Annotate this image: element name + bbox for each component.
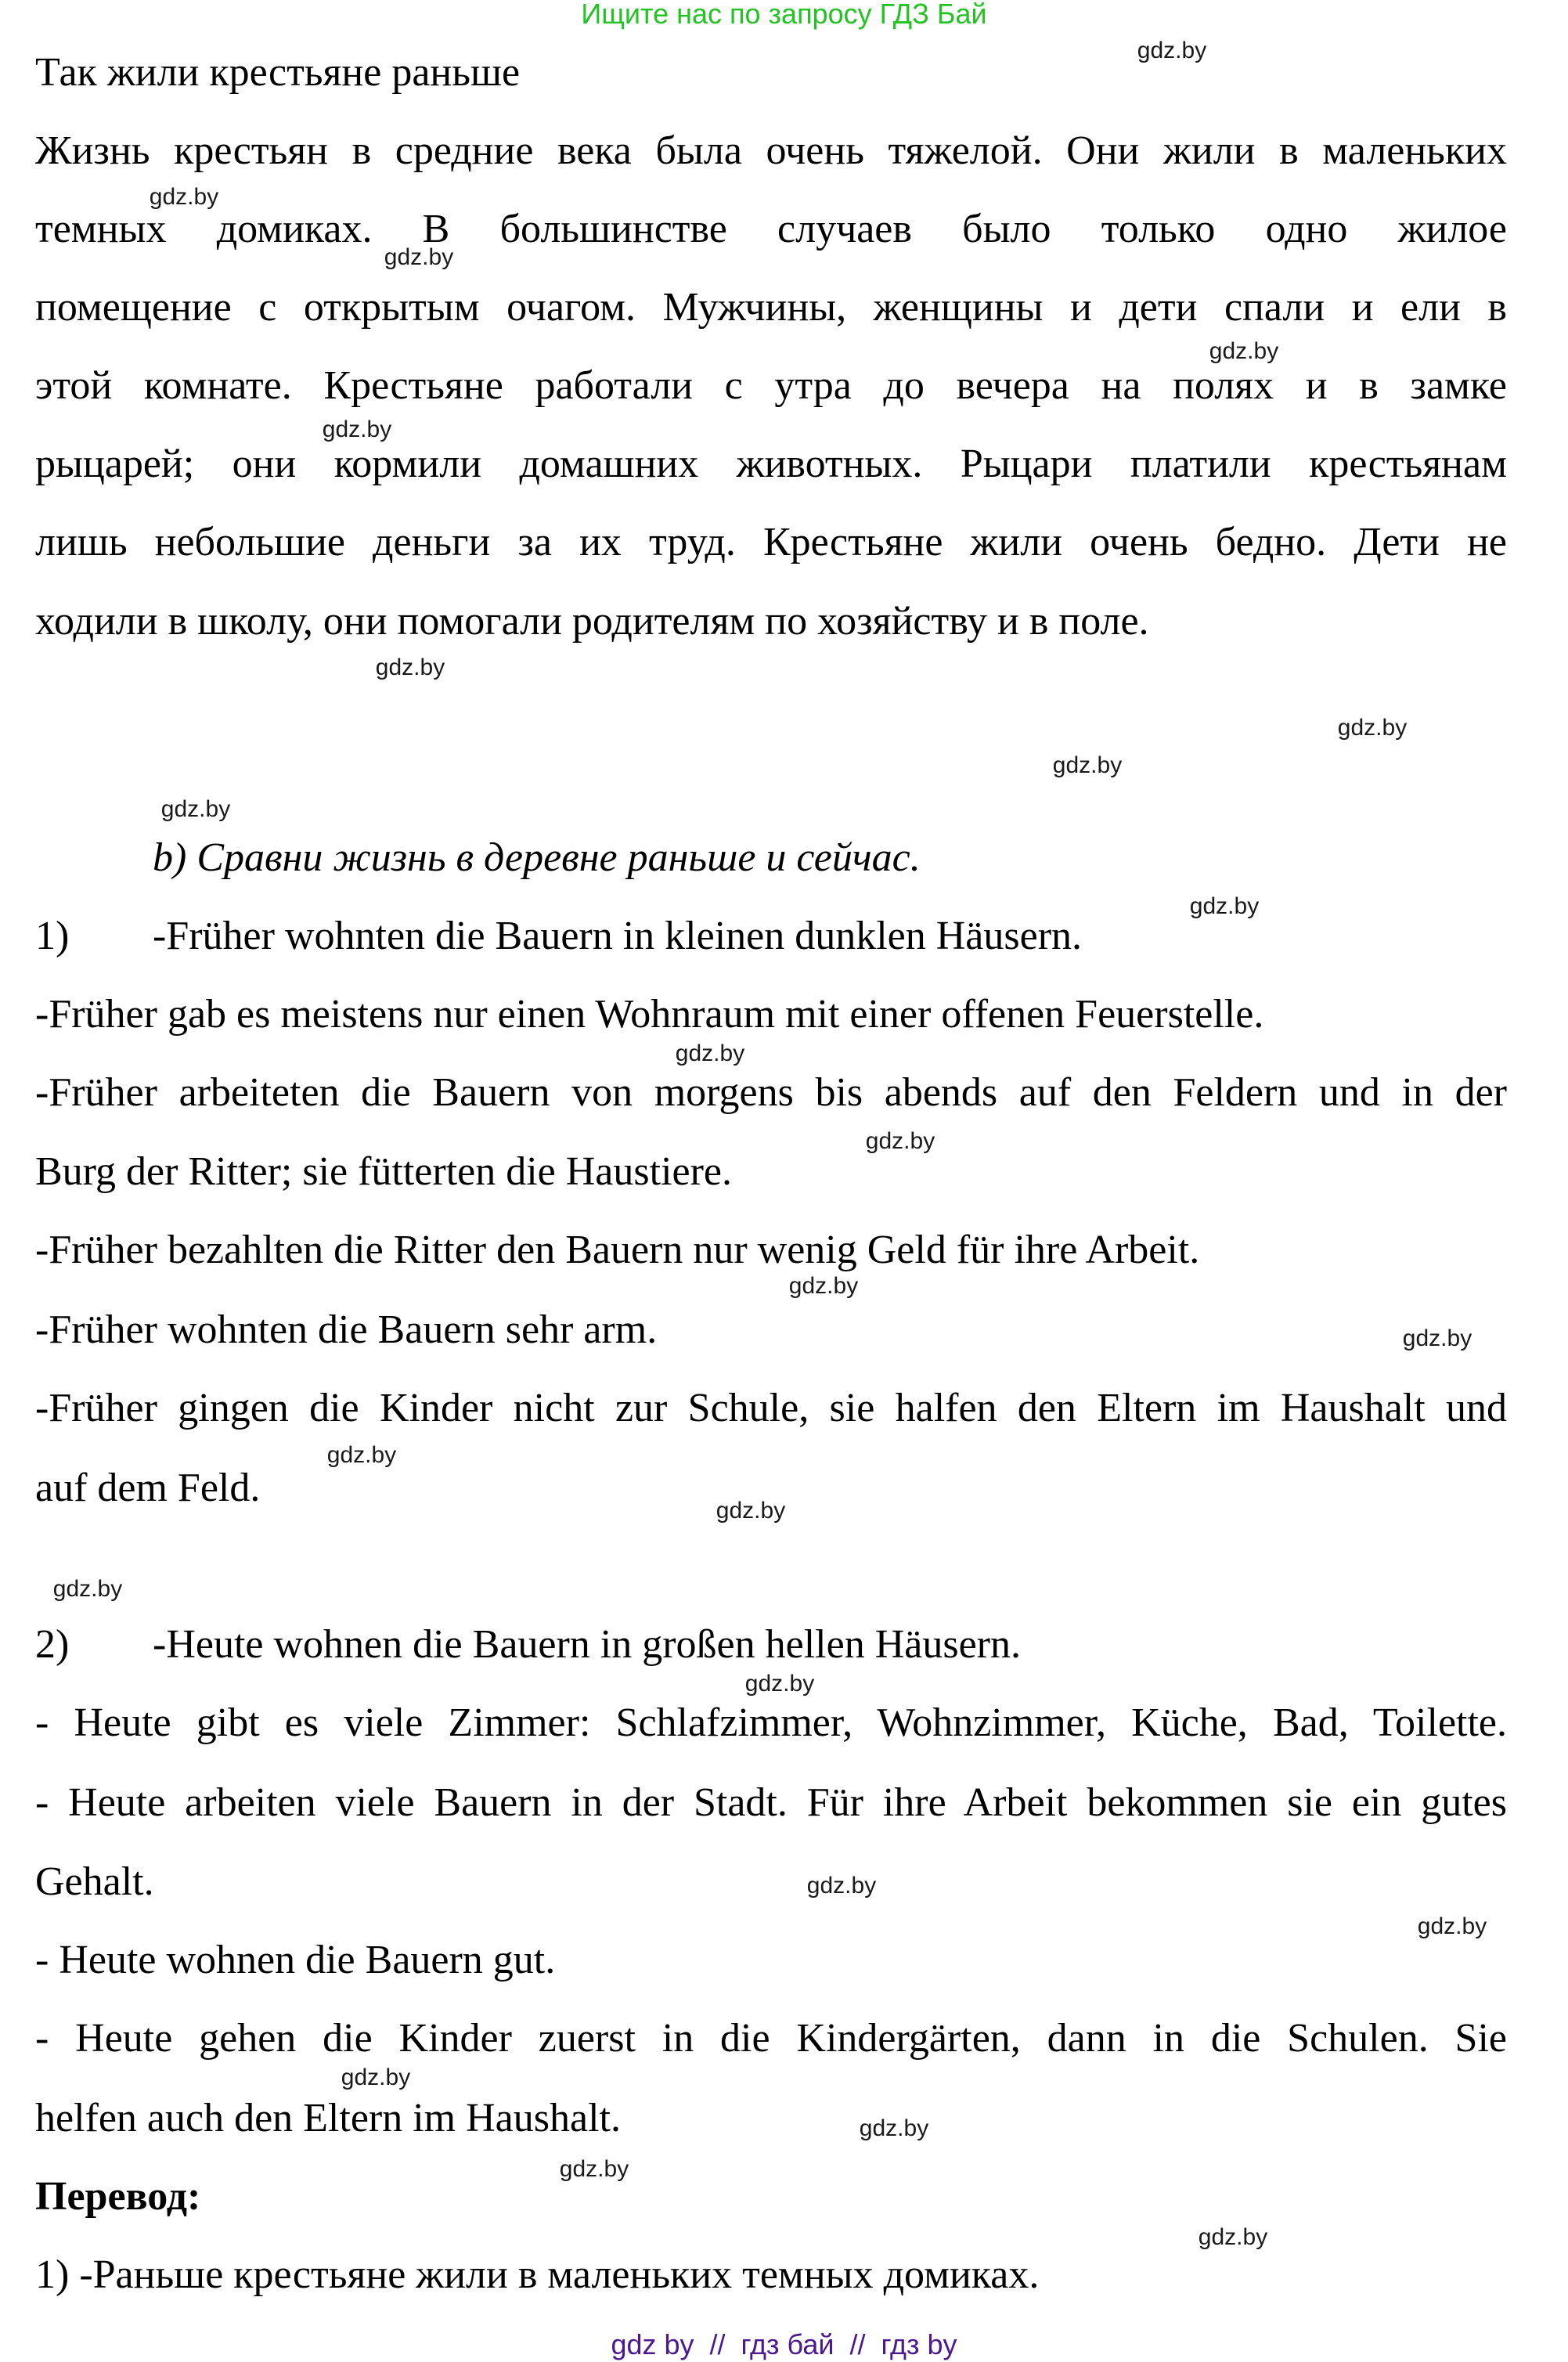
paragraph-line: лишь небольшие деньги за их труд. Крестьяне жили очень бедно. Дети не bbox=[35, 521, 1507, 564]
paragraph-line: темных домиках. В большинстве случаев было только одно жилое bbox=[35, 208, 1507, 251]
watermark: gdz.by bbox=[1189, 893, 1260, 919]
section-2-line: - Heute wohnen die Bauern gut. bbox=[35, 1938, 556, 1982]
watermark: gdz.by bbox=[865, 1128, 935, 1154]
section-1-first-line bbox=[35, 915, 1507, 957]
section-2-line: Gehalt. bbox=[35, 1859, 154, 1904]
watermark: gdz.by bbox=[559, 2156, 629, 2182]
translation-heading: Перевод: bbox=[35, 2174, 201, 2219]
section-1-number: 1) bbox=[35, 914, 70, 958]
paragraph-line: этой комнате. Крестьяне работали с утра до вечера на полях и в замке bbox=[35, 365, 1507, 407]
watermark: gdz.by bbox=[1417, 1913, 1487, 1939]
search-banner-text: Ищите нас по запросу ГДЗ Бай bbox=[581, 0, 987, 30]
paragraph-line: рыцарей; они кормили домашних животных. Рыцари платили крестьянам bbox=[35, 443, 1507, 485]
watermark: gdz.by bbox=[326, 1442, 397, 1468]
paragraph-line: помещение с открытым очагом. Мужчины, женщины и дети спали и ели в bbox=[35, 287, 1507, 329]
search-banner[interactable] bbox=[0, 0, 1568, 28]
watermark: gdz.by bbox=[1052, 752, 1123, 778]
watermark: gdz.by bbox=[1137, 38, 1207, 63]
section-2-first-line bbox=[35, 1624, 1507, 1666]
watermark: gdz.by bbox=[1402, 1325, 1472, 1351]
section-1-line: auf dem Feld. bbox=[35, 1466, 261, 1510]
section-1-line: -Früher wohnten die Bauern sehr arm. bbox=[35, 1307, 658, 1352]
watermark: gdz.by bbox=[744, 1671, 815, 1697]
footer-links[interactable] bbox=[0, 2329, 1568, 2360]
section-1-first-text: -Früher wohnten die Bauern in kleinen dunklen Häusern. bbox=[153, 914, 1083, 958]
section-1-line: Burg der Ritter; sie fütterten die Haustiere. bbox=[35, 1149, 732, 1194]
section-2-line: helfen auch den Eltern im Haushalt. bbox=[35, 2096, 621, 2140]
paragraph-line: Жизнь крестьян в средние века была очень тяжелой. Они жили в маленьких bbox=[35, 130, 1507, 172]
footer-text[interactable]: gdz by // гдз бай // гдз by bbox=[611, 2328, 957, 2360]
watermark: gdz.by bbox=[1198, 2224, 1268, 2250]
watermark: gdz.by bbox=[322, 417, 392, 442]
watermark: gdz.by bbox=[1209, 338, 1279, 364]
section-1-line: -Früher bezahlten die Ritter den Bauern nur wenig Geld für ihre Arbeit. bbox=[35, 1228, 1200, 1272]
watermark: gdz.by bbox=[1337, 715, 1408, 741]
section-2-number: 2) bbox=[35, 1622, 70, 1667]
watermark: gdz.by bbox=[375, 655, 445, 680]
watermark: gdz.by bbox=[859, 2115, 929, 2141]
watermark: gdz.by bbox=[341, 2064, 411, 2090]
task-heading: b) Сравни жизнь в деревне раньше и сейчас. bbox=[153, 835, 921, 880]
section-2-line: - Heute arbeiten viele Bauern in der Stadt. Für ihre Arbeit bekommen sie ein gutes bbox=[35, 1782, 1507, 1824]
section-2-line: - Heute gibt es viele Zimmer: Schlafzimmer, Wohnzimmer, Küche, Bad, Toilette. bbox=[35, 1702, 1507, 1744]
watermark: gdz.by bbox=[160, 796, 231, 822]
section-2-first-text: -Heute wohnen die Bauern in großen hellen Häusern. bbox=[153, 1622, 1021, 1667]
watermark: gdz.by bbox=[675, 1040, 745, 1066]
section-1-line: -Früher gingen die Kinder nicht zur Schule, sie halfen den Eltern im Haushalt und bbox=[35, 1387, 1507, 1430]
page-title: Так жили крестьяне раньше bbox=[35, 50, 521, 95]
watermark: gdz.by bbox=[52, 1576, 123, 1602]
section-1-line: -Früher arbeiteten die Bauern von morgens bis abends auf den Feldern und in der bbox=[35, 1072, 1507, 1114]
watermark: gdz.by bbox=[384, 244, 454, 270]
watermark: gdz.by bbox=[716, 1498, 786, 1524]
paragraph-line: ходили в школу, они помогали родителям по хозяйству и в поле. bbox=[35, 599, 1149, 644]
watermark: gdz.by bbox=[149, 184, 219, 210]
translation-line: 1) -Раньше крестьяне жили в маленьких темных домиках. bbox=[35, 2252, 1040, 2297]
section-1-line: -Früher gab es meistens nur einen Wohnraum mit einer offenen Feuerstelle. bbox=[35, 992, 1264, 1037]
section-2-line: - Heute gehen die Kinder zuerst in die Kindergärten, dann in die Schulen. Sie bbox=[35, 2018, 1507, 2060]
watermark: gdz.by bbox=[806, 1873, 877, 1899]
watermark: gdz.by bbox=[788, 1273, 859, 1299]
